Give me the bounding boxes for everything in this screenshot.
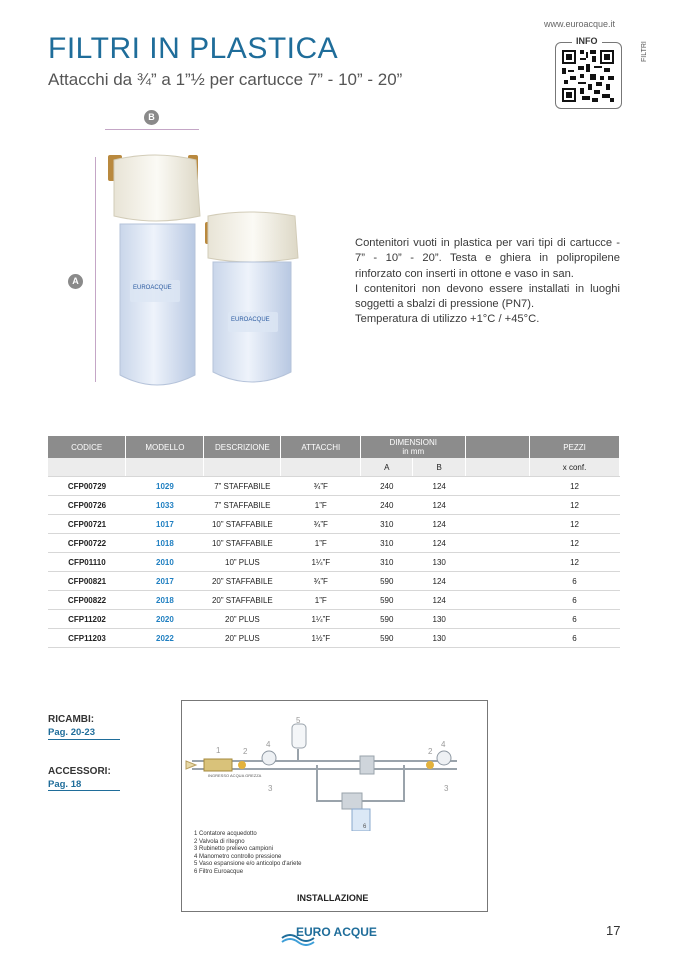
brand-text: EURO ACQUE — [296, 925, 377, 939]
diagram-number: 3 — [268, 784, 273, 793]
cell-codice: CFP11203 — [48, 629, 126, 648]
divider — [48, 739, 120, 740]
installation-title: INSTALLAZIONE — [297, 893, 369, 903]
cell-descrizione: 10” STAFFABILE — [204, 534, 281, 553]
cell-dim-b: 124 — [413, 591, 466, 610]
cell-codice: CFP00722 — [48, 534, 126, 553]
cell-pezzi: 12 — [530, 534, 620, 553]
cell-pezzi: 6 — [530, 629, 620, 648]
euroacque-logo — [280, 922, 385, 946]
cell-dim-a: 310 — [361, 534, 413, 553]
table-row — [48, 515, 620, 534]
website-url: www.euroacque.it — [544, 19, 616, 29]
product-table-body — [48, 477, 620, 648]
cell-dim-a: 590 — [361, 610, 413, 629]
legend-item: 6 Filtro Euroacque — [194, 868, 244, 875]
diagram-number: 5 — [296, 716, 301, 725]
cell-descrizione: 20” STAFFABILE — [204, 591, 281, 610]
legend-item: 1 Contatore acquedotto — [194, 831, 257, 837]
cell-pezzi: 6 — [530, 572, 620, 591]
cell-dim-a: 590 — [361, 591, 413, 610]
table-row — [48, 591, 620, 610]
cell-attacchi: 1¼”F — [281, 610, 361, 629]
cell-codice: CFP00821 — [48, 572, 126, 591]
cell-empty — [466, 629, 530, 648]
header-spacer — [466, 436, 530, 458]
cell-pezzi: 12 — [530, 515, 620, 534]
cell-descrizione: 7” STAFFABILE — [204, 496, 281, 515]
cell-modello: 1033 — [126, 496, 204, 515]
cell-codice: CFP00726 — [48, 496, 126, 515]
ricambi-label: RICAMBI: — [48, 714, 95, 725]
diagram-number: 4 — [441, 740, 446, 749]
page-number: 17 — [606, 923, 621, 938]
header-modello: MODELLO — [126, 436, 204, 458]
diagram-number: 3 — [444, 784, 449, 793]
inlet-label: INGRESSO ACQUA GREZZA — [208, 773, 262, 778]
table-row — [48, 629, 620, 648]
cell-attacchi: 1½”F — [281, 629, 361, 648]
cell-attacchi: 1”F — [281, 534, 361, 553]
legend-item: 5 Vaso espansione e/o anticolpo d'ariete — [194, 861, 302, 868]
info-label: INFO — [572, 36, 602, 46]
cell-empty — [466, 553, 530, 572]
page-subtitle: Attacchi da ¾” a 1”½ per cartucce 7” - 10” - 20” — [48, 70, 403, 89]
filter-housings-image — [100, 150, 310, 400]
cell-dim-b: 124 — [413, 572, 466, 591]
diagram-number: 2 — [243, 747, 248, 756]
cell-descrizione: 10” STAFFABILE — [204, 515, 281, 534]
cell-dim-b: 130 — [413, 629, 466, 648]
diagram-number: 2 — [428, 747, 433, 756]
header-codice: CODICE — [48, 436, 126, 458]
legend-item: 3 Rubinetto prelievo campioni — [194, 846, 274, 853]
cell-dim-b: 130 — [413, 553, 466, 572]
installation-legend — [194, 831, 301, 877]
cell-codice: CFP01110 — [48, 553, 126, 572]
cell-modello: 2020 — [126, 610, 204, 629]
cell-descrizione: 20” STAFFABILE — [204, 572, 281, 591]
cell-empty — [466, 591, 530, 610]
cell-empty — [466, 610, 530, 629]
header-pezzi: PEZZI — [530, 436, 620, 458]
cell-attacchi: 1¼”F — [281, 553, 361, 572]
cell-dim-b: 130 — [413, 610, 466, 629]
divider — [48, 790, 120, 791]
header-descrizione: DESCRIZIONE — [204, 436, 281, 458]
dimension-b-line — [105, 129, 199, 130]
cell-dim-a: 310 — [361, 553, 413, 572]
dimension-b-badge: B — [144, 110, 159, 125]
table-row — [48, 610, 620, 629]
section-side-tab: FILTRI — [641, 41, 648, 62]
cell-pezzi: 12 — [530, 477, 620, 496]
accessori-pages-link[interactable]: Pag. 18 — [48, 779, 82, 790]
svg-text:EUROACQUE: EUROACQUE — [231, 317, 270, 323]
table-row — [48, 496, 620, 515]
cell-modello: 1029 — [126, 477, 204, 496]
header-dimensioni — [361, 436, 466, 458]
cell-empty — [466, 572, 530, 591]
qr-code-icon[interactable] — [562, 50, 614, 102]
dimension-a-badge: A — [68, 274, 83, 289]
cell-dim-a: 310 — [361, 515, 413, 534]
cell-dim-a: 590 — [361, 629, 413, 648]
cell-empty — [466, 477, 530, 496]
table-row — [48, 477, 620, 496]
cell-modello: 1018 — [126, 534, 204, 553]
diagram-number: 1 — [216, 746, 221, 755]
cell-dim-a: 590 — [361, 572, 413, 591]
description-paragraph: Temperatura di utilizzo +1°C / +45°C. — [355, 313, 540, 326]
product-table — [48, 436, 620, 648]
cell-codice: CFP11202 — [48, 610, 126, 629]
product-description — [355, 236, 620, 328]
cell-descrizione: 7” STAFFABILE — [204, 477, 281, 496]
subheader-b: B — [413, 458, 466, 477]
cell-modello: 2010 — [126, 553, 204, 572]
table-row — [48, 572, 620, 591]
cell-attacchi: 1”F — [281, 591, 361, 610]
cell-empty — [466, 515, 530, 534]
cell-descrizione: 10” PLUS — [204, 553, 281, 572]
cell-pezzi: 12 — [530, 553, 620, 572]
cell-empty — [466, 534, 530, 553]
cell-empty — [466, 496, 530, 515]
cell-dim-a: 240 — [361, 496, 413, 515]
table-row — [48, 553, 620, 572]
diagram-number: 6 — [363, 824, 367, 830]
diagram-number: 4 — [266, 740, 271, 749]
page-title: FILTRI IN PLASTICA — [48, 32, 339, 65]
cell-dim-a: 240 — [361, 477, 413, 496]
description-paragraph: Contenitori vuoti in plastica per vari tipi di cartucce - 7” - 10” - 20”. Testa e ghiera in polipropilene rinforzato con inserti in ottone e vaso in san. — [355, 237, 620, 280]
cell-dim-b: 124 — [413, 477, 466, 496]
cell-attacchi: 1”F — [281, 496, 361, 515]
accessori-label: ACCESSORI: — [48, 766, 111, 777]
cell-descrizione: 20” PLUS — [204, 629, 281, 648]
cell-codice: CFP00822 — [48, 591, 126, 610]
header-attacchi: ATTACCHI — [281, 436, 361, 458]
cell-attacchi: ¾”F — [281, 515, 361, 534]
svg-text:EUROACQUE: EUROACQUE — [133, 285, 172, 291]
cell-modello: 1017 — [126, 515, 204, 534]
cell-pezzi: 12 — [530, 496, 620, 515]
table-row — [48, 534, 620, 553]
cell-codice: CFP00721 — [48, 515, 126, 534]
cell-pezzi: 6 — [530, 610, 620, 629]
cell-codice: CFP00729 — [48, 477, 126, 496]
description-paragraph: I contenitori non devono essere installati in luoghi soggetti a sbalzi di pressione (PN7). — [355, 282, 620, 311]
cell-attacchi: ¾”F — [281, 477, 361, 496]
subheader-pezzi: x conf. — [530, 458, 620, 477]
dimension-a-line — [95, 157, 96, 382]
cell-modello: 2018 — [126, 591, 204, 610]
cell-modello: 2022 — [126, 629, 204, 648]
installation-schematic — [182, 701, 485, 831]
cell-descrizione: 20” PLUS — [204, 610, 281, 629]
cell-attacchi: ¾”F — [281, 572, 361, 591]
legend-item: 2 Valvola di ritegno — [194, 838, 245, 845]
dimensioni-unit: in mm — [402, 447, 425, 456]
cell-modello: 2017 — [126, 572, 204, 591]
cell-dim-b: 124 — [413, 496, 466, 515]
cell-pezzi: 6 — [530, 591, 620, 610]
cell-dim-b: 124 — [413, 534, 466, 553]
ricambi-pages-link[interactable]: Pag. 20-23 — [48, 727, 95, 738]
cell-dim-b: 124 — [413, 515, 466, 534]
dimensioni-label: DIMENSIONI — [389, 438, 437, 447]
subheader-a: A — [361, 458, 413, 477]
legend-item: 4 Manometro controllo pressione — [194, 853, 282, 860]
